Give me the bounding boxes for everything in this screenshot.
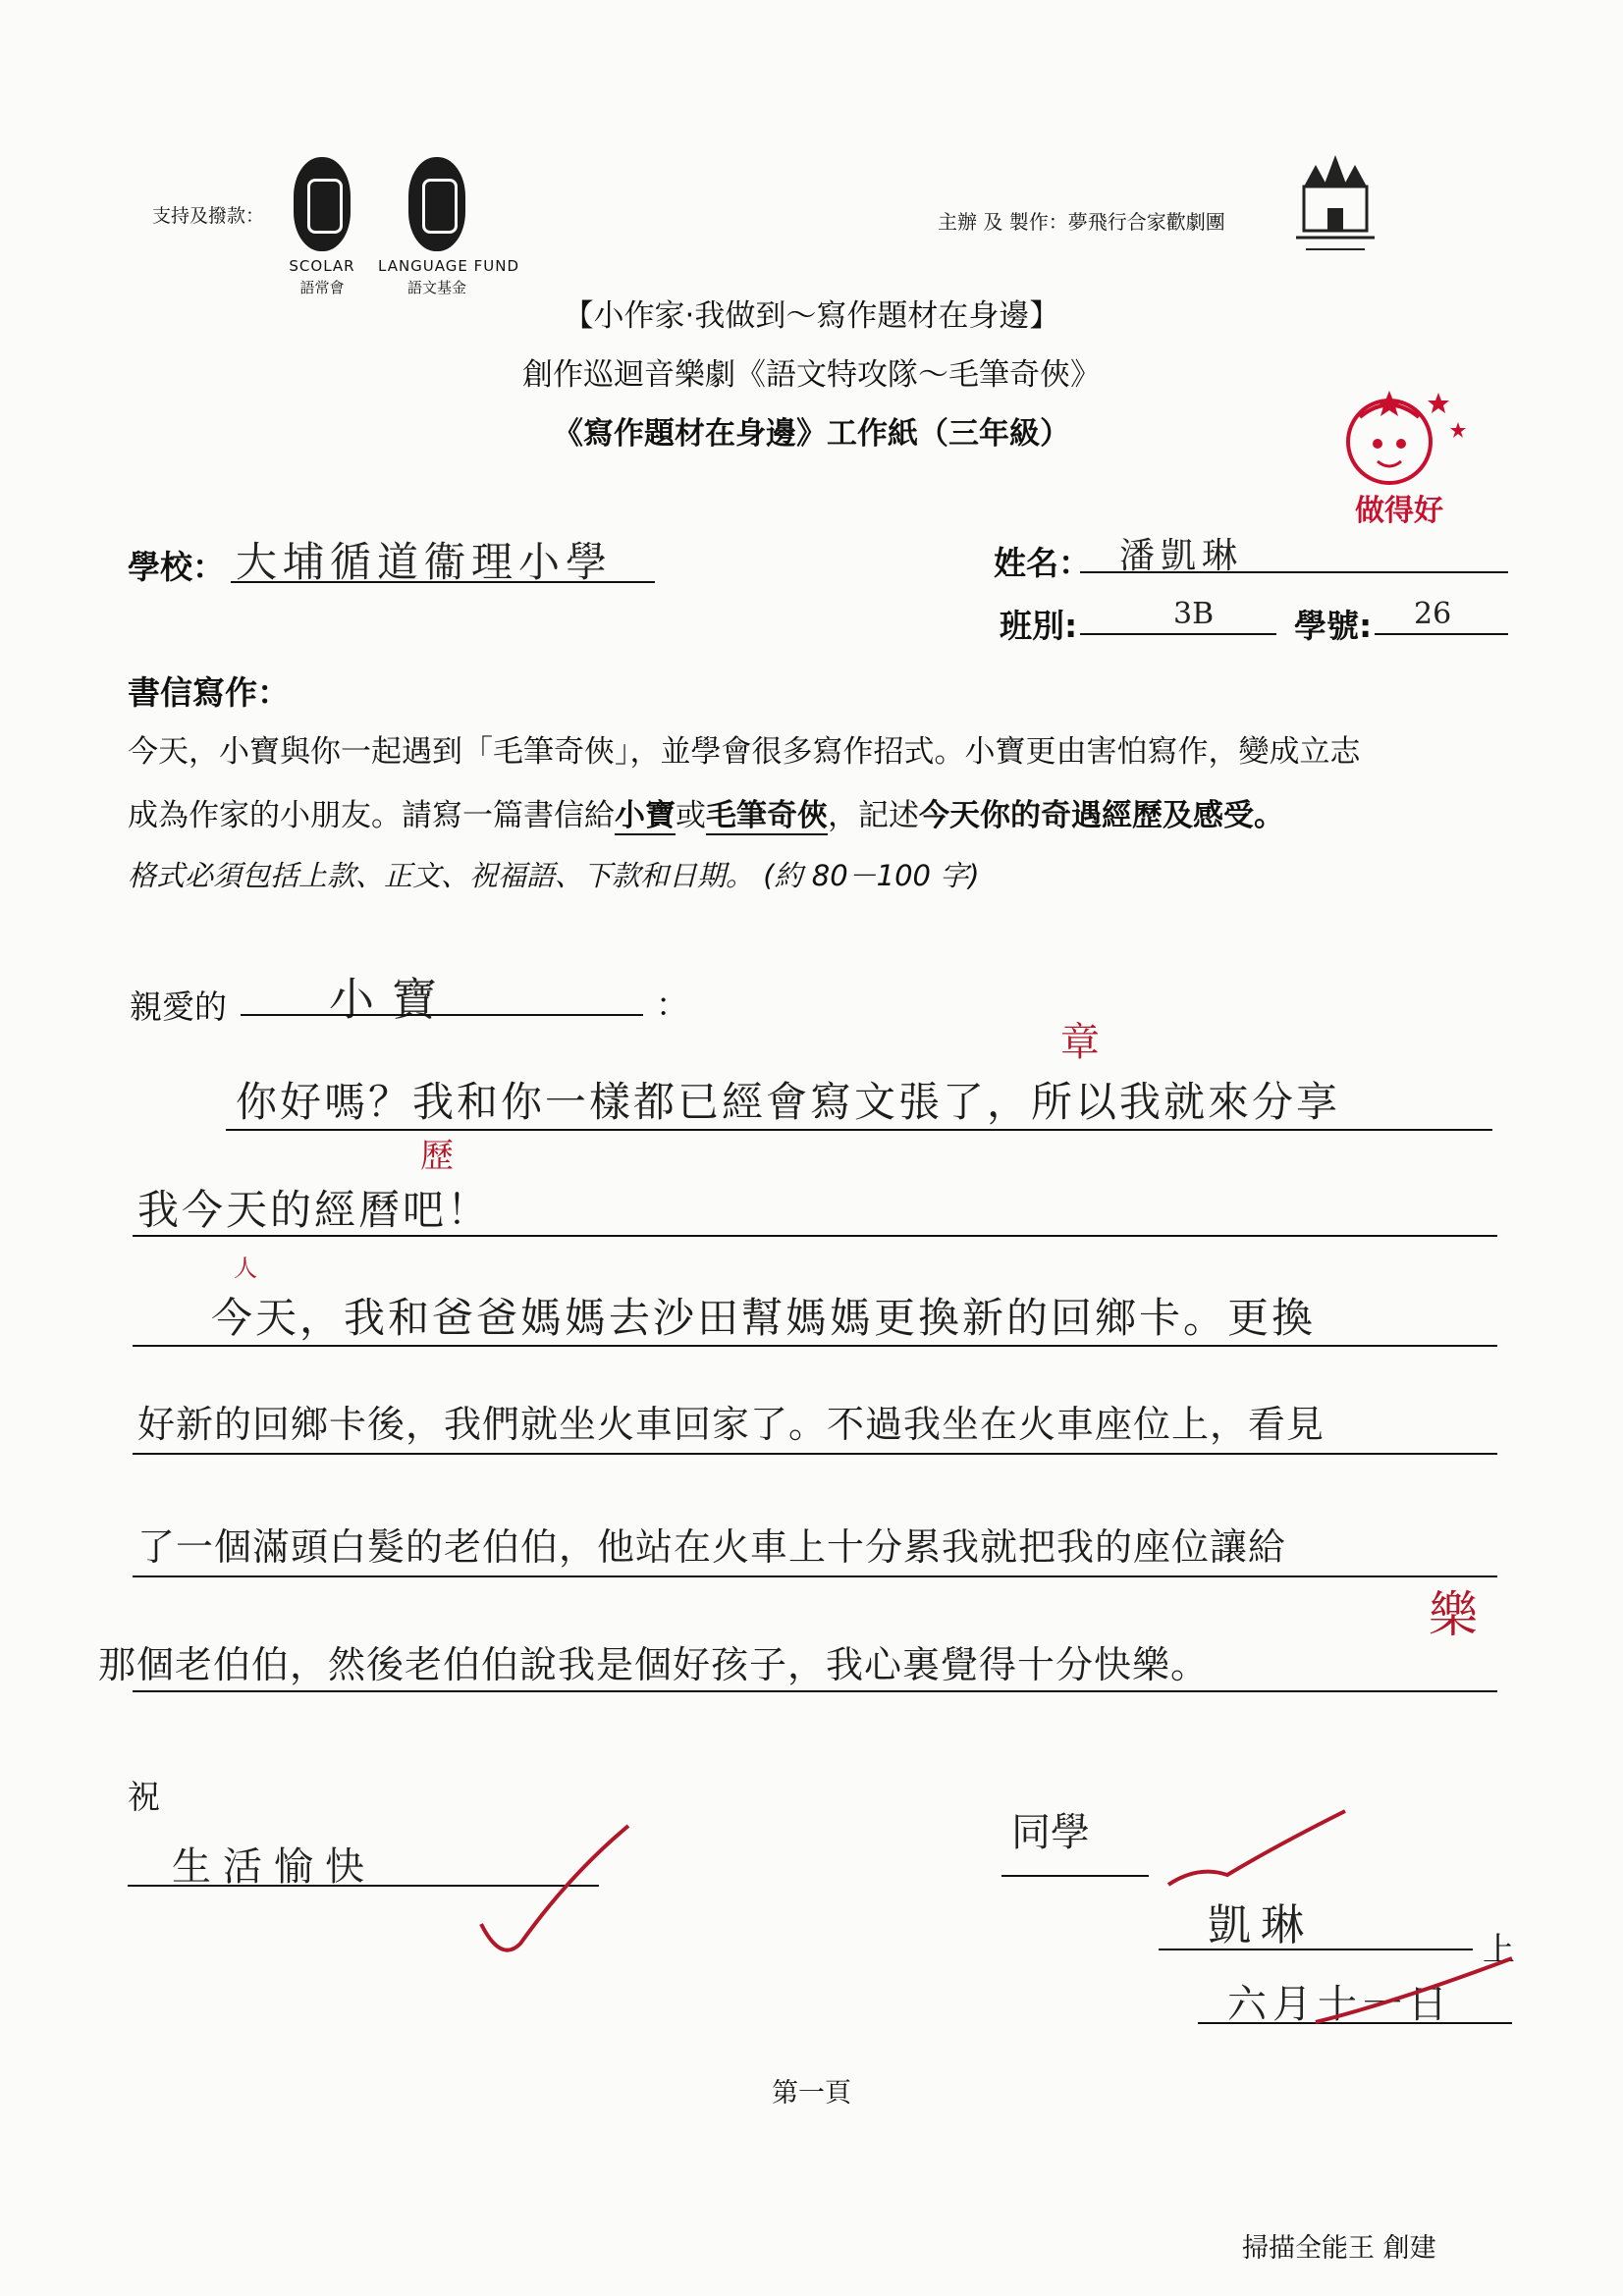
organizer-text: 主辦 及 製作：夢飛行合家歡劇團	[938, 210, 1225, 234]
name-underline	[1080, 571, 1508, 573]
letter-rule-5	[133, 1575, 1497, 1577]
stamp-text: 做得好	[1355, 494, 1443, 528]
signoff-suffix: 上	[1483, 1930, 1515, 1968]
red-check-mark-icon	[471, 1816, 638, 1973]
closing-label: 祝	[128, 1778, 160, 1816]
letter-rule-6	[133, 1690, 1497, 1692]
page-number: 第一頁	[772, 2078, 851, 2109]
signoff-relation[interactable]: 同學	[1011, 1810, 1090, 1855]
sponsor-label: 支持及撥款：	[152, 205, 265, 227]
salutation-underline	[241, 1014, 643, 1016]
letter-line-5[interactable]: 了一個滿頭白髮的老伯伯，他站在火車上十分累我就把我的座位讓給	[137, 1525, 1287, 1569]
red-tick-date-icon	[1306, 1953, 1522, 2032]
student-number-label: 學號:	[1294, 607, 1373, 645]
format-requirement: 格式必須包括上款、正文、祝福語、下款和日期。 (約 80－100 字)	[128, 859, 980, 892]
letter-line-3[interactable]: 今天，我和爸爸媽媽去沙田幫媽媽更換新的回鄉卡。更換	[211, 1294, 1317, 1342]
school-value[interactable]: 大埔循道衞理小學	[236, 538, 614, 586]
well-done-stamp	[1321, 373, 1478, 530]
letter-rule-3	[133, 1345, 1497, 1347]
class-value[interactable]: 3B	[1173, 597, 1215, 631]
school-underline	[231, 581, 655, 583]
school-label: 學校：	[128, 548, 225, 586]
letter-line-1[interactable]: 你好嗎？我和你一樣都已經會寫文張了，所以我就來分享	[236, 1078, 1341, 1126]
scolar-seal-icon	[294, 157, 351, 251]
signoff-name-underline	[1159, 1949, 1473, 1950]
name-value[interactable]: 潘凱琳	[1119, 536, 1244, 576]
letter-rule-2	[133, 1235, 1497, 1237]
salutation-label: 親愛的	[130, 988, 227, 1026]
worksheet-title-1: 【小作家‧我做到～寫作題材在身邊】	[563, 298, 1060, 334]
red-tick-signoff-icon	[1159, 1806, 1355, 1904]
scolar-logo: SCOLAR 語常會	[263, 157, 381, 297]
letter-date[interactable]: 六月十一日	[1227, 1982, 1453, 2027]
instructions-paragraph-2: 成為作家的小朋友。請寫一篇書信給小寶或毛筆奇俠，記述今天你的奇遇經歷及感受。	[128, 798, 1284, 833]
letter-line-4[interactable]: 好新的回鄉卡後，我們就坐火車回家了。不過我坐在火車座位上，看見	[137, 1403, 1325, 1446]
scanner-watermark: 掃描全能王 創建	[1242, 2233, 1436, 2264]
student-number-underline	[1375, 633, 1508, 635]
theatre-wonderland-logo	[1276, 147, 1394, 265]
correction-mark-4: 人	[234, 1255, 257, 1282]
class-label: 班別:	[1000, 607, 1078, 645]
instructions-paragraph-1: 今天，小寶與你一起遇到「毛筆奇俠」，並學會很多寫作招式。小寶更由害怕寫作，變成立志	[128, 734, 1361, 770]
worksheet-title-3: 《寫作題材在身邊》工作紙（三年級）	[553, 416, 1070, 452]
signoff-name[interactable]: 凱琳	[1208, 1900, 1314, 1950]
name-label: 姓名：	[994, 544, 1091, 582]
letter-writing-heading: 書信寫作：	[128, 673, 290, 712]
salutation-value[interactable]: 小寶	[329, 973, 455, 1026]
correction-mark-3: 樂	[1429, 1586, 1478, 1643]
letter-rule-1	[226, 1129, 1492, 1131]
letter-line-6[interactable]: 那個老伯伯，然後老伯伯說我是個好孩子，我心裏覺得十分快樂。	[98, 1643, 1210, 1686]
signoff-relation-underline	[1001, 1875, 1149, 1877]
student-number-value[interactable]: 26	[1414, 597, 1452, 631]
class-underline	[1080, 633, 1276, 635]
closing-value[interactable]: 生活愉快	[172, 1844, 376, 1890]
letter-rule-4	[133, 1453, 1497, 1455]
letter-line-2[interactable]: 我今天的經曆吧！	[137, 1186, 492, 1234]
correction-mark-1: 章	[1060, 1020, 1100, 1065]
worksheet-title-2: 創作巡迴音樂劇《語文特攻隊～毛筆奇俠》	[522, 357, 1101, 393]
salutation-colon: ：	[656, 986, 688, 1024]
language-fund-seal-icon	[408, 157, 465, 251]
correction-mark-2: 歷	[420, 1137, 454, 1176]
language-fund-logo: LANGUAGE FUND 語文基金	[378, 157, 496, 297]
